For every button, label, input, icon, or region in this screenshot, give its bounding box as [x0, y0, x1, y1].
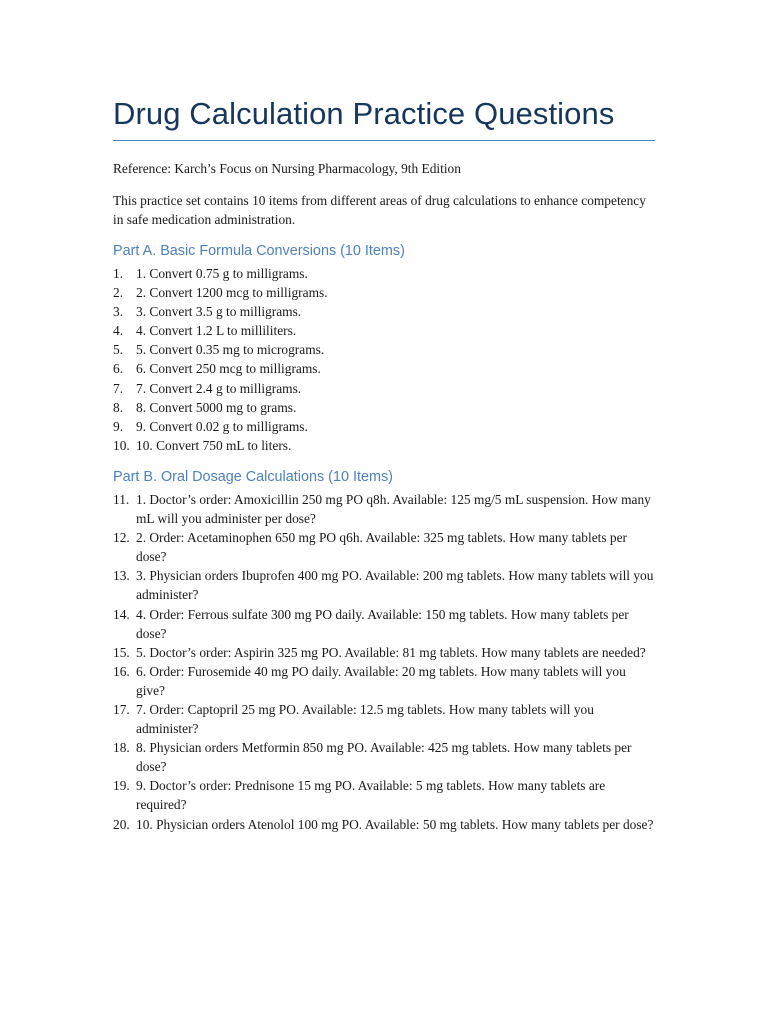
part-a-section	[113, 242, 656, 455]
part-b-question-list	[113, 490, 656, 834]
item-text: 7. Order: Captopril 25 mg PO. Available: 12.5 mg tablets. How many tablets will you administer?	[136, 701, 594, 737]
item-number: 10.	[113, 437, 130, 453]
item-number: 18.	[113, 740, 130, 756]
list-item	[113, 662, 656, 700]
item-number: 20.	[113, 816, 130, 832]
list-item	[113, 379, 656, 398]
item-number: 11.	[113, 491, 130, 507]
item-text: 8. Physician orders Metformin 850 mg PO. Available: 425 mg tablets. How many tablets per dose?	[136, 740, 632, 775]
reference-line: Reference: Karch’s Focus on Nursing Pharmacology, 9th Edition	[113, 161, 461, 176]
title-divider	[113, 140, 655, 141]
list-item	[113, 340, 656, 359]
list-item	[113, 321, 656, 340]
item-number: 16.	[113, 663, 130, 679]
item-number: 19.	[113, 778, 130, 794]
item-text: 10. Physician orders Atenolol 100 mg PO. Available: 50 mg tablets. How many tablets per dose?	[136, 816, 654, 832]
item-text: 4. Order: Ferrous sulfate 300 mg PO daily. Available: 150 mg tablets. How many tablets per dose?	[136, 606, 629, 641]
item-number: 13.	[113, 568, 130, 584]
item-text: 9. Convert 0.02 g to milligrams.	[136, 418, 308, 434]
item-number: 9.	[113, 418, 124, 434]
part-a-question-list	[113, 264, 656, 455]
item-number: 15.	[113, 644, 130, 660]
item-number: 2.	[113, 285, 124, 301]
list-item	[113, 566, 656, 604]
item-text: 2. Convert 1200 mcg to milligrams.	[136, 285, 328, 301]
part-a-heading: Part A. Basic Formula Conversions (10 Items)	[113, 243, 405, 259]
list-item	[113, 776, 656, 814]
list-item	[113, 528, 656, 566]
item-number: 12.	[113, 530, 130, 546]
list-item	[113, 700, 656, 738]
item-text: 5. Convert 0.35 mg to micrograms.	[136, 342, 325, 358]
list-item	[113, 738, 656, 776]
document-title: Drug Calculation Practice Questions	[113, 96, 615, 131]
list-item	[113, 815, 656, 834]
list-item	[113, 643, 656, 662]
item-number: 5.	[113, 342, 124, 358]
list-item	[113, 605, 656, 643]
document-page	[113, 92, 656, 834]
list-item	[113, 264, 656, 283]
item-text: 3. Convert 3.5 g to milligrams.	[136, 304, 302, 320]
item-number: 4.	[113, 323, 124, 339]
list-item	[113, 359, 656, 378]
item-number: 3.	[113, 304, 124, 320]
list-item	[113, 436, 656, 455]
item-text: 1. Convert 0.75 g to milligrams.	[136, 266, 308, 281]
item-number: 6.	[113, 361, 124, 377]
item-number: 7.	[113, 380, 124, 396]
item-number: 8.	[113, 399, 124, 415]
list-item	[113, 398, 656, 417]
list-item	[113, 490, 656, 528]
list-item	[113, 283, 656, 302]
item-text: 9. Doctor’s order: Prednisone 15 mg PO. Available: 5 mg tablets. How many tablets are required?	[136, 778, 606, 813]
list-item	[113, 417, 656, 436]
item-text: 2. Order: Acetaminophen 650 mg PO q6h. Available: 325 mg tablets. How many tablets per dose?	[136, 530, 628, 565]
item-text: 10. Convert 750 mL to liters.	[136, 437, 292, 453]
item-text: 4. Convert 1.2 L to milliliters.	[136, 323, 297, 339]
item-text: 3. Physician orders Ibuprofen 400 mg PO. Available: 200 mg tablets. How many tablets will you administer?	[136, 568, 654, 603]
item-text: 6. Order: Furosemide 40 mg PO daily. Available: 20 mg tablets. How many tablets will you give?	[136, 663, 626, 698]
part-b-heading: Part B. Oral Dosage Calculations (10 Items)	[113, 468, 393, 485]
intro-paragraph: This practice set contains 10 items from different areas of drug calculations to enhance competency in safe medication administration.	[113, 193, 646, 227]
item-text: 8. Convert 5000 mg to grams.	[136, 399, 297, 415]
item-text: 5. Doctor’s order: Aspirin 325 mg PO. Available: 81 mg tablets. How many tablets are needed?	[136, 644, 646, 660]
item-text: 6. Convert 250 mcg to milligrams.	[136, 361, 321, 377]
item-number: 1.	[113, 266, 124, 281]
item-text: 7. Convert 2.4 g to milligrams.	[136, 380, 302, 396]
item-number: 17.	[113, 701, 130, 717]
item-text: 1. Doctor’s order: Amoxicillin 250 mg PO q8h. Available: 125 mg/5 mL suspension. How many mL will you administer per dose?	[136, 491, 651, 527]
item-number: 14.	[113, 606, 130, 622]
list-item	[113, 302, 656, 321]
part-b-section	[113, 468, 656, 834]
